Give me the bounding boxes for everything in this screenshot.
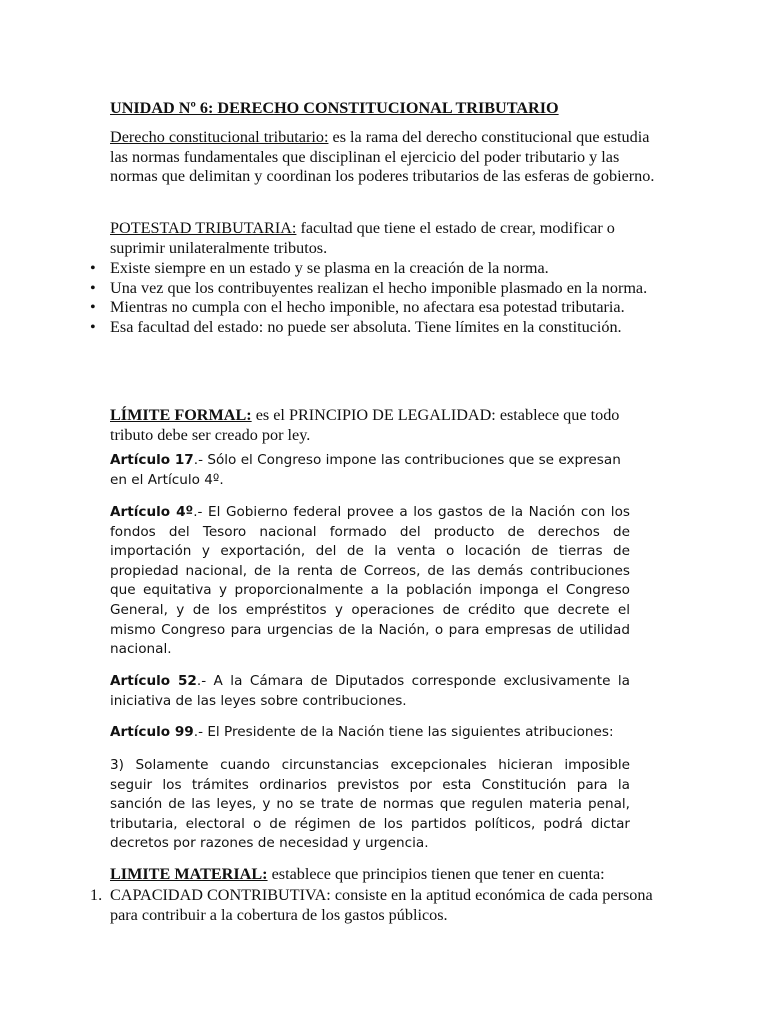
- article-label: Artículo 99: [110, 724, 194, 740]
- limite-material-term: LIMITE MATERIAL:: [110, 865, 268, 883]
- articulo-99: Artículo 99.- El Presidente de la Nación tiene las siguientes atribuciones:: [110, 724, 614, 740]
- page-title: UNIDAD Nº 6: DERECHO CONSTITUCIONAL TRIBUTARIO: [110, 99, 559, 117]
- list-item: • Esa facultad del estado: no puede ser absoluta. Tiene límites en la constitución.: [90, 317, 622, 336]
- potestad-bullet-list: [90, 259, 658, 337]
- limite-formal-text: es el PRINCIPIO DE LEGALIDAD: establece que todo tributo debe ser creado por ley.: [110, 406, 620, 444]
- article-label: Artículo 4º: [110, 504, 194, 520]
- article-label: Artículo 17: [110, 452, 194, 468]
- numbered-list: [90, 886, 658, 925]
- potestad-paragraph: [110, 219, 658, 258]
- bullet-marker: •: [90, 278, 96, 297]
- list-item: • Existe siempre en un estado y se plasma en la creación de la norma.: [90, 259, 549, 277]
- articulo-17: Artículo 17.- Sólo el Congreso impone las contribuciones que se expresan en el Artículo 4º.: [110, 452, 621, 488]
- limite-formal-term: LÍMITE FORMAL:: [110, 406, 252, 424]
- inciso-3-paragraph: 3) Solamente cuando circunstancias excepcionales hicieran imposible seguir los trámites ordinarios previstos por esta Constitución para la sanción de las leyes, y no se trate de normas que regulen materia penal, tributaria, electoral o de régimen de los partidos políticos, podrá dictar decretos por razones de necesidad y urgencia.: [110, 757, 630, 852]
- definition-term: Derecho constitucional tributario:: [110, 128, 329, 146]
- limite-material-paragraph: [110, 865, 670, 885]
- list-number: 1.: [90, 886, 103, 904]
- definition-text: es la rama del derecho constitucional que estudia las normas fundamentales que disciplinan el ejercicio del poder tributario y las normas que delimitan y coordinan los poderes tributarios de las esferas de gobierno.: [110, 128, 655, 185]
- potestad-term: POTESTAD TRIBUTARIA:: [110, 219, 297, 237]
- potestad-text: facultad que tiene el estado de crear, modificar o suprimir unilateralmente tributos.: [110, 219, 615, 257]
- articulo-4: Artículo 4º.- El Gobierno federal provee a los gastos de la Nación con los fondos del Tesoro nacional formado del producto de derechos de importación y exportación, del de la venta o locación de tierras de propiedad nacional, de la renta de Correos, de las demás contribuciones que equitativa y proporcionalmente a la población imponga el Congreso General, y de los empréstitos y operaciones de crédito que decrete el mismo Congreso para urgencias de la Nación, o para empresas de utilidad nacional.: [110, 504, 630, 658]
- limite-material-text: establece que principios tienen que tener en cuenta:: [267, 865, 605, 883]
- limite-formal-paragraph: [110, 406, 658, 445]
- list-item: • Una vez que los contribuyentes realizan el hecho imponible plasmado en la norma.: [90, 278, 648, 297]
- bullet-marker: •: [90, 259, 96, 277]
- bullet-marker: •: [90, 317, 96, 336]
- articulo-52: Artículo 52.- A la Cámara de Diputados corresponde exclusivamente la iniciativa de las leyes sobre contribuciones.: [110, 673, 630, 709]
- bullet-marker: •: [90, 298, 96, 316]
- article-label: Artículo 52: [110, 673, 197, 689]
- list-item: • Mientras no cumpla con el hecho imponible, no afectara esa potestad tributaria.: [90, 298, 625, 316]
- definition-paragraph: [110, 128, 658, 187]
- list-item: 1. CAPACIDAD CONTRIBUTIVA: consiste en la aptitud económica de cada persona para contribuir a la cobertura de los gastos públicos.: [90, 886, 653, 924]
